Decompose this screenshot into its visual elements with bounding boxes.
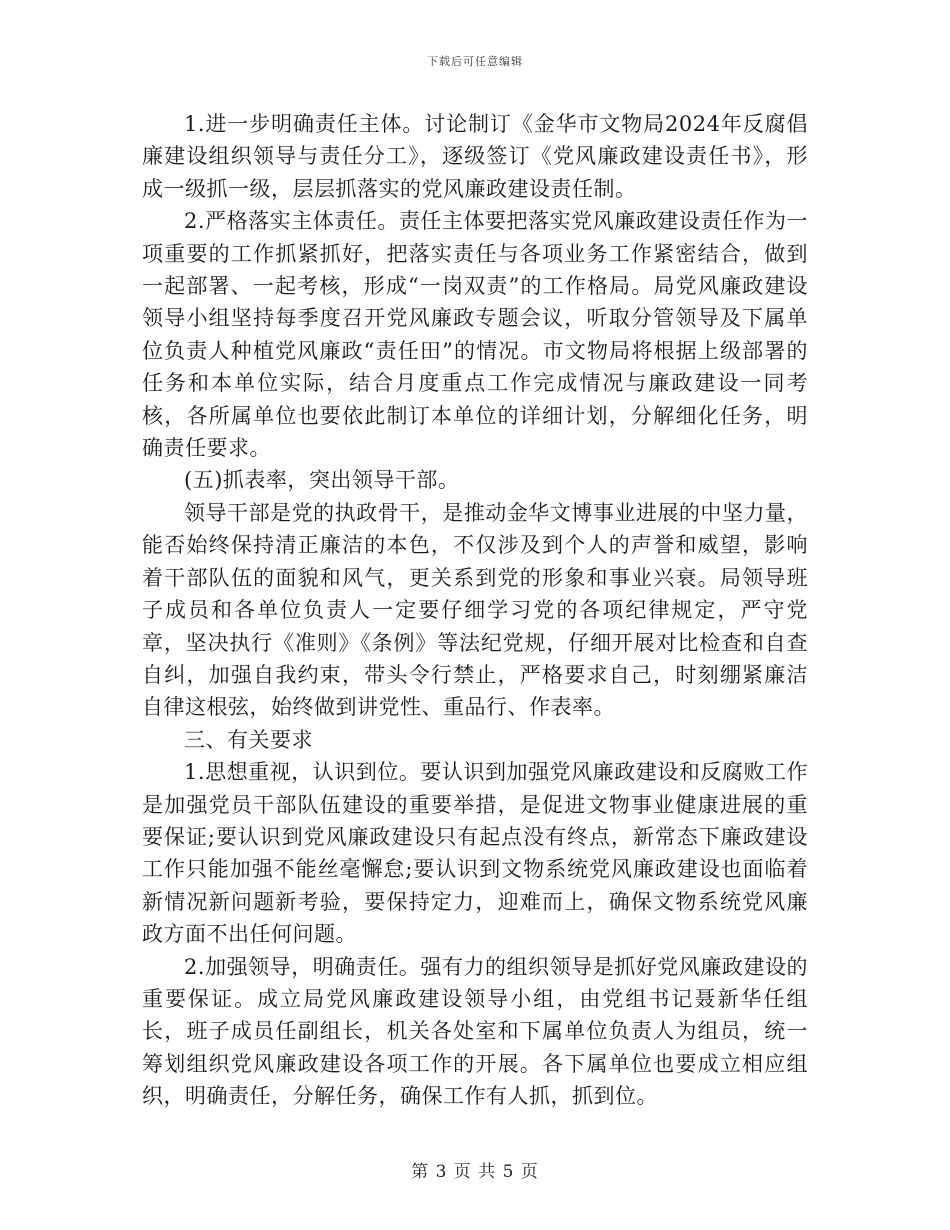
document-body (142, 108, 808, 1113)
section-heading-3: 三、有关要求 (184, 727, 313, 752)
page-header: 下载后可任意编辑 (427, 55, 523, 68)
section-heading-5: (五)抓表率，突出领导干部。 (184, 468, 460, 493)
paragraph-4: 1.思想重视，认识到位。要认识到加强党风廉政建设和反腐败工作是加强党员干部队伍建设的重要举措，是促进文物事业健康进展的重要保证;要认识到党风廉政建设只有起点没有终点，新常态下廉政建设工作只能加强不能丝毫懈怠;要认识到文物系统党风廉政建设也面临着新情况新问题新考验，要保持定力，迎难而上，确保文物系统党风廉政方面不出任何问题。 (142, 760, 808, 947)
page-footer: 第 3 页 共 5 页 (411, 1162, 539, 1182)
paragraph-5: 2.加强领导，明确责任。强有力的组织领导是抓好党风廉政建设的重要保证。成立局党风廉政建设领导小组，由党组书记聂新华任组长，班子成员任副组长，机关各处室和下属单位负责人为组员，统一筹划组织党风廉政建设各项工作的开展。各下属单位也要成立相应组织，明确责任，分解任务，确保工作有人抓，抓到位。 (142, 954, 808, 1109)
paragraph-1: 1.进一步明确责任主体。讨论制订《金华市文物局2024年反腐倡廉建设组织领导与责任分工》，逐级签订《党风廉政建设责任书》，形成一级抓一级，层层抓落实的党风廉政建设责任制。 (142, 112, 808, 201)
paragraph-3: 领导干部是党的执政骨干，是推动金华文博事业进展的中坚力量，能否始终保持清正廉洁的本色，不仅涉及到个人的声誉和威望，影响着干部队伍的面貌和风气，更关系到党的形象和事业兴衰。局领导班子成员和各单位负责人一定要仔细学习党的各项纪律规定，严守党章，坚决执行《准则》《条例》等法纪党规，仔细开展对比检查和自查自纠，加强自我约束，带头令行禁止，严格要求自己，时刻绷紧廉洁自律这根弦，始终做到讲党性、重品行、作表率。 (142, 500, 808, 720)
paragraph-2: 2.严格落实主体责任。责任主体要把落实党风廉政建设责任作为一项重要的工作抓紧抓好，把落实责任与各项业务工作紧密结合，做到一起部署、一起考核，形成“一岗双责”的工作格局。局党风廉政建设领导小组坚持每季度召开党风廉政专题会议，听取分管领导及下属单位负责人种植党风廉政“责任田”的情况。市文物局将根据上级部署的任务和本单位实际，结合月度重点工作完成情况与廉政建设一同考核，各所属单位也要依此制订本单位的详细计划，分解细化任务，明确责任要求。 (142, 209, 808, 461)
